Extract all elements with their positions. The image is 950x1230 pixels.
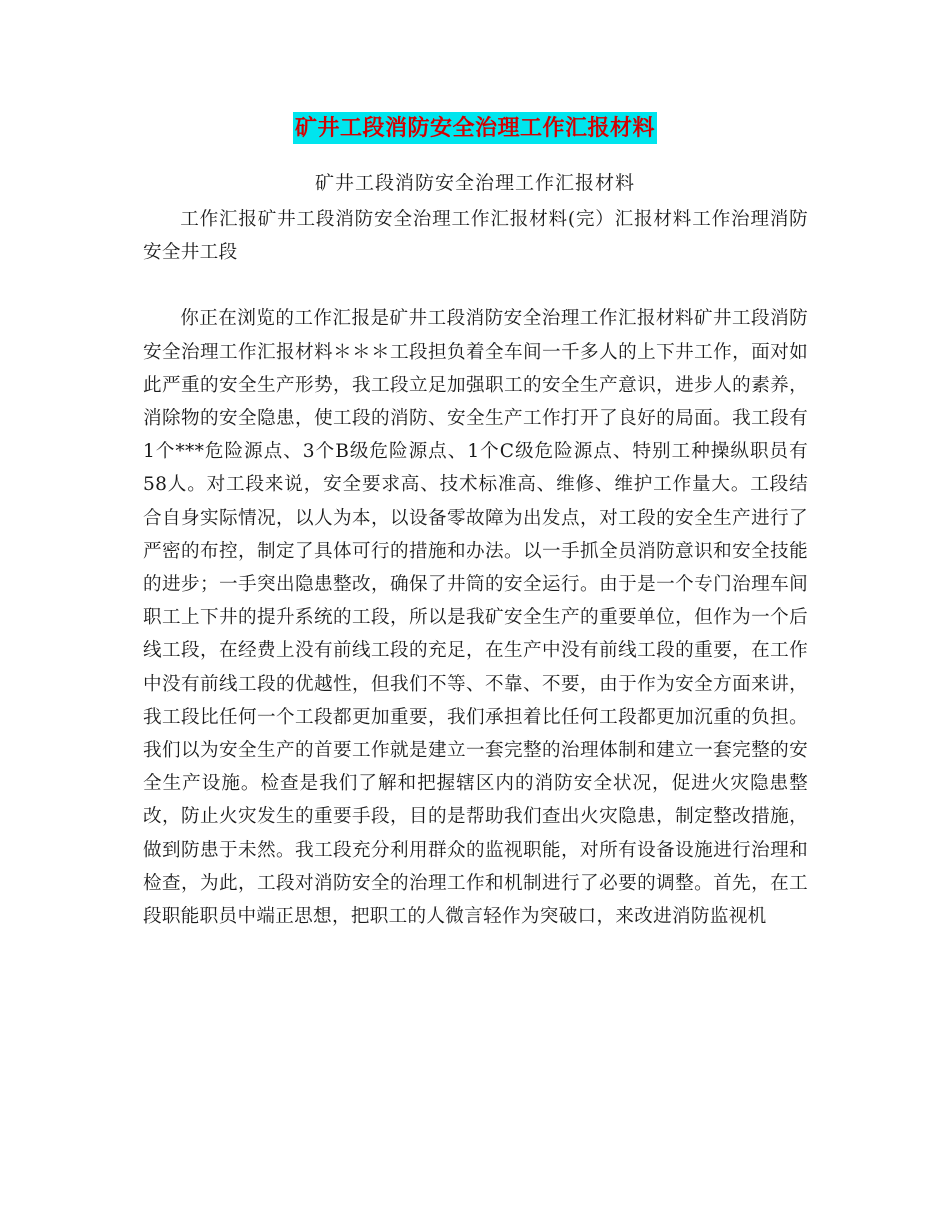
document-title: 矿井工段消防安全治理工作汇报材料 <box>293 112 657 144</box>
document-body <box>143 203 808 933</box>
title-container <box>0 112 950 144</box>
paragraph-summary: 工作汇报矿井工段消防安全治理工作汇报材料(完）汇报材料工作治理消防安全井工段 <box>143 209 808 264</box>
paragraph-main: 你正在浏览的工作汇报是矿井工段消防安全治理工作汇报材料矿井工段消防安全治理工作汇报材料＊＊＊工段担负着全车间一千多人的上下井工作，面对如此严重的安全生产形势，我工段立足加强职工的安全生产意识，进步人的素养，消除物的安全隐患，使工段的消防、安全生产工作打开了良好的局面。我工段有1个***危险源点、3个B级危险源点、1个C级危险源点、特别工种操纵职员有58人。对工段来说，安全要求高、技术标准高、维修、维护工作量大。工段结合自身实际情况，以人为本，以设备零故障为出发点，对工段的安全生产进行了严密的布控，制定了具体可行的措施和办法。以一手抓全员消防意识和安全技能的进步；一手突出隐患整改，确保了井筒的安全运行。由于是一个专门治理车间职工上下井的提升系统的工段，所以是我矿安全生产的重要单位，但作为一个后线工段，在经费上没有前线工段的充足，在生产中没有前线工段的重要，在工作中没有前线工段的优越性，但我们不等、不靠、不要，由于作为安全方面来讲，我工段比任何一个工段都更加重要，我们承担着比任何工段都更加沉重的负担。我们以为安全生产的首要工作就是建立一套完整的治理体制和建立一套完整的安全生产设施。检查是我们了解和把握辖区内的消防安全状况，促进火灾隐患整改，防止火灾发生的重要手段，目的是帮助我们查出火灾隐患，制定整改措施，做到防患于未然。我工段充分利用群众的监视职能，对所有设备设施进行治理和检查，为此，工段对消防安全的治理工作和机制进行了必要的调整。首先，在工段职能职员中端正思想，把职工的人微言轻作为突破口，来改进消防监视机 <box>143 308 808 928</box>
document-subtitle: 矿井工段消防安全治理工作汇报材料 <box>314 172 635 194</box>
